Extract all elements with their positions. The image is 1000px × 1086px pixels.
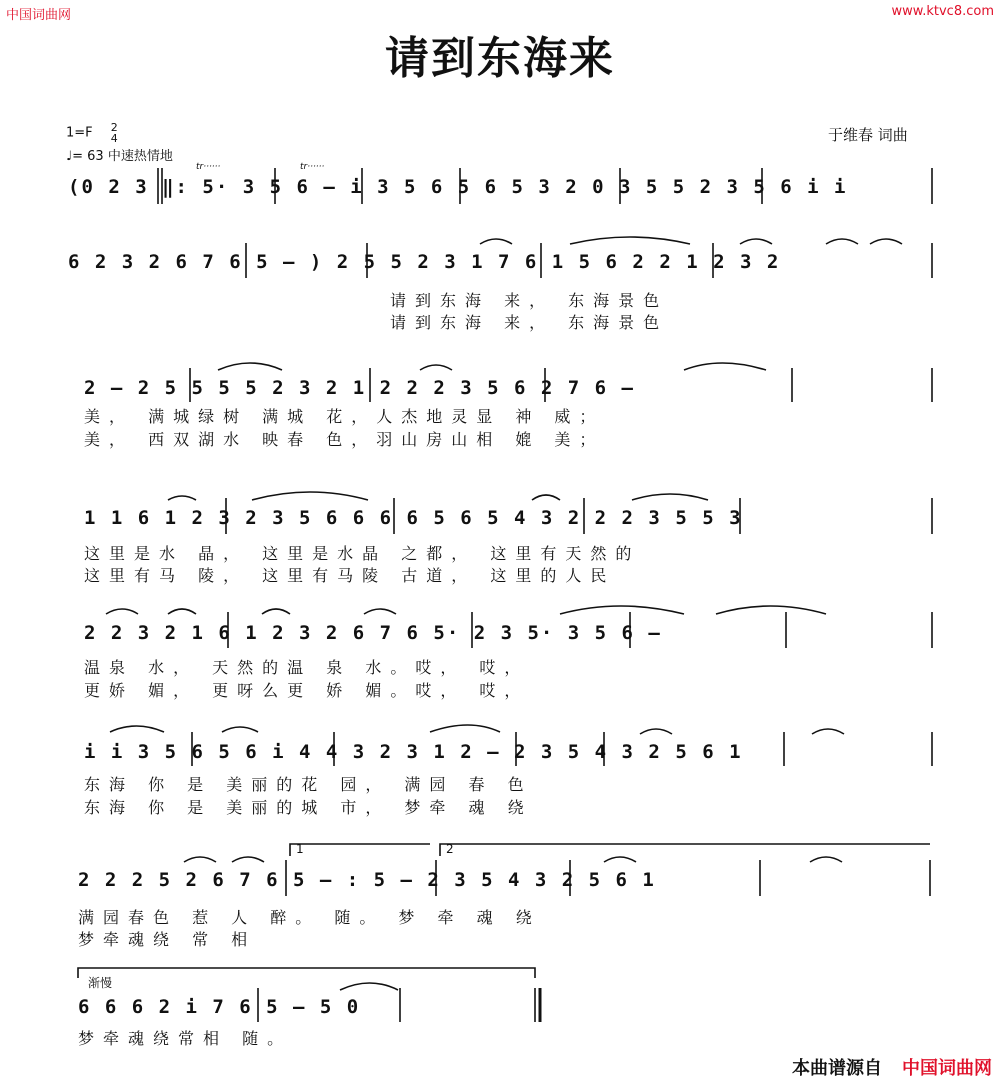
song-title: 请到东海来 — [385, 33, 615, 84]
lyrics-row-6-verse-1: 东海 你 是 美丽的花 园， 满园 春 色 — [84, 775, 533, 794]
notation-row-8: 6 6 6 2 i 7 6 5 – 5 0 — [78, 996, 361, 1018]
lyrics-row-5-verse-1: 温泉 水， 天然的温 泉 水。哎， 哎， — [84, 658, 530, 677]
lyrics-row-6-verse-2: 东海 你 是 美丽的城 市， 梦牵 魂 绕 — [84, 798, 533, 817]
watermark-left: 中国词曲网 — [6, 8, 72, 23]
trill-ornament-2: tr······ — [300, 162, 325, 172]
lyrics-row-8-verse-1: 梦牵魂绕常相 随。 — [78, 1029, 293, 1048]
lyrics-row-4-verse-1: 这里是水 晶， 这里是水晶 之都， 这里有天然的 — [84, 544, 641, 563]
lyrics-row-5-verse-2: 更娇 媚， 更呀么更 娇 媚。哎， 哎， — [84, 681, 530, 700]
tempo-change-marking: 渐慢 — [88, 976, 113, 990]
trill-ornament-1: tr······ — [196, 162, 221, 172]
watermark-right: www.ktvc8.com — [891, 4, 994, 19]
volta-first: 1 — [296, 842, 304, 856]
time-sig-top: 2 — [110, 121, 118, 134]
time-sig-bottom: 4 — [110, 132, 118, 145]
notation-row-6: i i 3 5 6 5 6 i 4 4 3 2 3 1 2 – 2 3 5 4 3 2 5 6 1 — [84, 741, 743, 763]
lyrics-row-4-verse-2: 这里有马 陵， 这里有马陵 古道， 这里的人民 — [84, 566, 616, 585]
notation-row-5: 2 2 3 2 1 6 1 2 3 2 6 7 6 5· 2 3 5· 3 5 6 – — [84, 622, 662, 644]
lyrics-row-2-verse-1: 请到东海 来， 东海景色 — [390, 291, 669, 310]
lyrics-row-3-verse-2: 美， 西双湖水 映春 色，羽山房山相 媲 美； — [84, 430, 605, 449]
lyrics-row-2-verse-2: 请到东海 来， 东海景色 — [390, 313, 669, 332]
composer-credit: 于维春 词曲 — [828, 126, 908, 144]
notation-row-4: 1 1 6 1 2 3 2 3 5 6 6 6 6 5 6 5 4 3 2 2 2 3 5 5 3 — [84, 507, 743, 529]
notation-row-1: (0 2 3 ‖: 5· 3 5 6 – i 3 5 6 5 6 5 3 2 0 3 5 5 2 3 5 6 i i — [68, 176, 848, 198]
footer-source-label: 本曲谱源自 — [792, 1058, 882, 1079]
notation-row-3: 2 – 2 5 5 5 5 2 3 2 1 2 2 2 3 5 6 2 7 6 – — [84, 377, 635, 399]
notation-row-2: 6 2 3 2 6 7 6 5 – ) 2 5 5 2 3 1 7 6 1 5 6 2 2 1 2 3 2 — [68, 251, 781, 273]
tempo-marking: ♩= 63 中速热情地 — [66, 149, 173, 164]
volta-second: 2 — [446, 842, 454, 856]
notation-row-7: 2 2 2 5 2 6 7 6 5 – : 5 – 2 3 5 4 3 2 5 6 1 — [78, 869, 656, 891]
lyrics-row-7-verse-1: 满园春色 惹 人 醉。 随。 梦 牵 魂 绕 — [78, 908, 541, 927]
key-value: 1=F — [66, 125, 93, 141]
lyrics-row-7-verse-2: 梦牵魂绕 常 相 — [78, 930, 257, 949]
lyrics-row-3-verse-1: 美， 满城绿树 满城 花，人杰地灵显 神 威； — [84, 407, 605, 426]
footer-site-link[interactable]: 中国词曲网 — [902, 1058, 992, 1079]
